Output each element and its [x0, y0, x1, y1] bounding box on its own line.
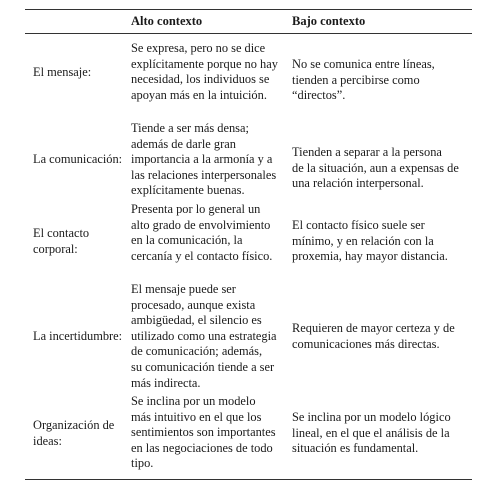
high-context-cell: Se inclina por un modelo más intuitivo en el que los sentimientos son importantes en las negociaciones de todo tipo.: [131, 394, 276, 471]
header-low-context: Bajo contexto: [292, 14, 366, 28]
high-context-cell: Tiende a ser más densa; además de darle gran importancia a la armonía y a las relaciones interpersonales explícitamente buenas.: [131, 121, 277, 198]
low-context-cell: Tienden a separar a la persona de la situación, aun a expensas de una relación interpersonal.: [292, 145, 459, 191]
low-context-cell: Se inclina por un modelo lógico lineal, en el que el análisis de la situación es fundamental.: [292, 410, 451, 456]
row-label: El contacto corporal:: [33, 226, 90, 256]
table-top-rule: [25, 9, 472, 10]
header-bottom-rule: [25, 33, 472, 34]
high-context-cell: El mensaje puede ser procesado, aunque exista ambigüedad, el silencio es utilizado como una estrategia de comunicación; además, su comunicación tiende a ser más indirecta.: [131, 282, 277, 390]
low-context-cell: Requieren de mayor certeza y de comunicaciones más directas.: [292, 321, 455, 351]
low-context-cell: No se comunica entre líneas, tienden a percibirse como “directos”.: [292, 57, 435, 103]
row-label: La incertidumbre:: [33, 329, 123, 343]
high-context-cell: Presenta por lo general un alto grado de envolvimiento en la comunicación, la cercanía y el contacto físico.: [131, 202, 273, 263]
low-context-cell: El contacto físico suele ser mínimo, y en relación con la proxemia, hay mayor distancia.: [292, 218, 448, 264]
header-high-context: Alto contexto: [131, 14, 203, 28]
row-label: Organización de ideas:: [33, 418, 115, 448]
row-label: La comunicación:: [33, 152, 123, 166]
high-context-cell: Se expresa, pero no se dice explícitamente porque no hay necesidad, los individuos se apoyan más en la intuición.: [131, 41, 278, 102]
row-label: El mensaje:: [33, 65, 92, 79]
